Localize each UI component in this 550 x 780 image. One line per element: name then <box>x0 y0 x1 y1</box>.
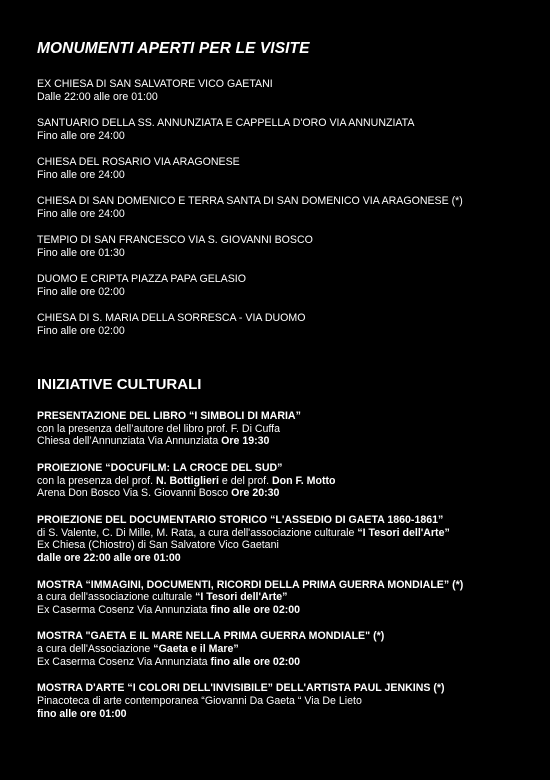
initiative-location <box>37 487 542 500</box>
association-name: “Gaeta e il Mare” <box>153 643 239 656</box>
detail-text: a cura dell'associazione culturale <box>37 591 196 604</box>
initiative-location: Pinacoteca di arte contemporanea “Giovanni Da Gaeta “ Via De Lieto <box>37 695 362 708</box>
initiative-item <box>37 630 542 668</box>
initiative-item <box>37 682 542 720</box>
monument-item <box>37 273 542 312</box>
initiative-title: PROIEZIONE “DOCUFILM: LA CROCE DEL SUD” <box>37 461 283 474</box>
guest-name: N. Bottiglieri <box>155 474 219 487</box>
time-text: Ore 20:30 <box>231 487 280 500</box>
monument-item <box>37 117 542 156</box>
initiative-title: PROIEZIONE DEL DOCUMENTARIO STORICO “L'ASSEDIO DI GAETA 1860-1861” <box>37 513 444 526</box>
initiative-location <box>37 604 542 617</box>
location-text: Chiesa dell’Annunziata Via Annunziata <box>37 435 222 448</box>
monument-name: CHIESA DI S. MARIA DELLA SORRESCA - VIA DUOMO <box>37 312 306 324</box>
initiative-title: MOSTRA "GAETA E IL MARE NELLA PRIMA GUERRA MONDIALE" (*) <box>37 630 385 643</box>
monuments-heading: MONUMENTI APERTI PER LE VISITE <box>37 40 310 57</box>
initiative-title: MOSTRA “IMMAGINI, DOCUMENTI, RICORDI DELLA PRIMA GUERRA MONDIALE” (*) <box>37 578 464 591</box>
monument-item <box>37 234 542 273</box>
monument-item <box>37 195 542 234</box>
initiative-detail: con la presenza dell’autore del libro prof. F. Di Cuffa <box>37 422 281 435</box>
time-text: fino alle ore 02:00 <box>210 603 301 616</box>
detail-text: di S. Valente, C. Di Mille, M. Rata, a cura dell'associazione culturale <box>37 526 358 539</box>
initiative-detail <box>37 475 542 488</box>
initiative-detail <box>37 591 542 604</box>
initiative-detail <box>37 643 542 656</box>
detail-text: e del prof. <box>218 474 272 487</box>
time-text: Ore 19:30 <box>221 435 270 448</box>
monument-name: SANTUARIO DELLA SS. ANNUNZIATA E CAPPELLA D'ORO VIA ANNUNZIATA <box>37 117 415 129</box>
monument-name: CHIESA DEL ROSARIO VIA ARAGONESE <box>37 156 240 168</box>
monument-hours: Fino alle ore 02:00 <box>37 286 125 298</box>
monument-hours: Fino alle ore 01:30 <box>37 247 125 259</box>
monument-name: TEMPIO DI SAN FRANCESCO VIA S. GIOVANNI BOSCO <box>37 234 313 246</box>
initiative-time: dalle ore 22:00 alle ore 01:00 <box>37 551 181 564</box>
association-name: “I Tesori dell'Arte” <box>357 526 450 539</box>
initiatives-heading: INIZIATIVE CULTURALI <box>37 376 202 393</box>
initiative-title: PRESENTAZIONE DEL LIBRO “I SIMBOLI DI MARIA” <box>37 410 301 422</box>
location-text: Ex Caserma Cosenz Via Annunziata <box>37 603 211 616</box>
initiative-item <box>37 579 542 617</box>
detail-text: a cura dell'Associazione <box>37 643 154 656</box>
initiative-item <box>37 514 542 564</box>
initiative-location <box>37 656 542 669</box>
detail-text: con la presenza del prof. <box>37 474 156 487</box>
initiative-title: MOSTRA D'ARTE “I COLORI DELL'INVISIBILE” DELL'ARTISTA PAUL JENKINS (*) <box>37 682 445 695</box>
monument-hours: Dalle 22:00 alle ore 01:00 <box>37 91 158 103</box>
monument-hours: Fino alle ore 02:00 <box>37 325 125 337</box>
monuments-list <box>37 78 542 351</box>
initiative-item <box>37 410 542 448</box>
monument-item <box>37 156 542 195</box>
initiative-detail <box>37 527 542 540</box>
association-name: “I Tesori dell'Arte” <box>195 591 288 604</box>
initiative-location <box>37 435 542 448</box>
initiative-location: Ex Chiesa (Chiostro) di San Salvatore Vico Gaetani <box>37 539 279 552</box>
location-text: Ex Caserma Cosenz Via Annunziata <box>37 655 211 668</box>
monument-name: CHIESA DI SAN DOMENICO E TERRA SANTA DI SAN DOMENICO VIA ARAGONESE (*) <box>37 195 463 207</box>
initiative-item <box>37 462 542 500</box>
monument-item <box>37 78 542 117</box>
initiative-time: fino alle ore 01:00 <box>37 707 127 720</box>
monument-hours: Fino alle ore 24:00 <box>37 169 125 181</box>
initiatives-list <box>37 410 542 734</box>
guest-name: Don F. Motto <box>271 474 336 487</box>
monument-hours: Fino alle ore 24:00 <box>37 130 125 142</box>
time-text: fino alle ore 02:00 <box>210 655 301 668</box>
monument-item <box>37 312 542 351</box>
monument-name: DUOMO E CRIPTA PIAZZA PAPA GELASIO <box>37 273 246 285</box>
monument-hours: Fino alle ore 24:00 <box>37 208 125 220</box>
location-text: Arena Don Bosco Via S. Giovanni Bosco <box>37 487 232 500</box>
monument-name: EX CHIESA DI SAN SALVATORE VICO GAETANI <box>37 78 273 90</box>
